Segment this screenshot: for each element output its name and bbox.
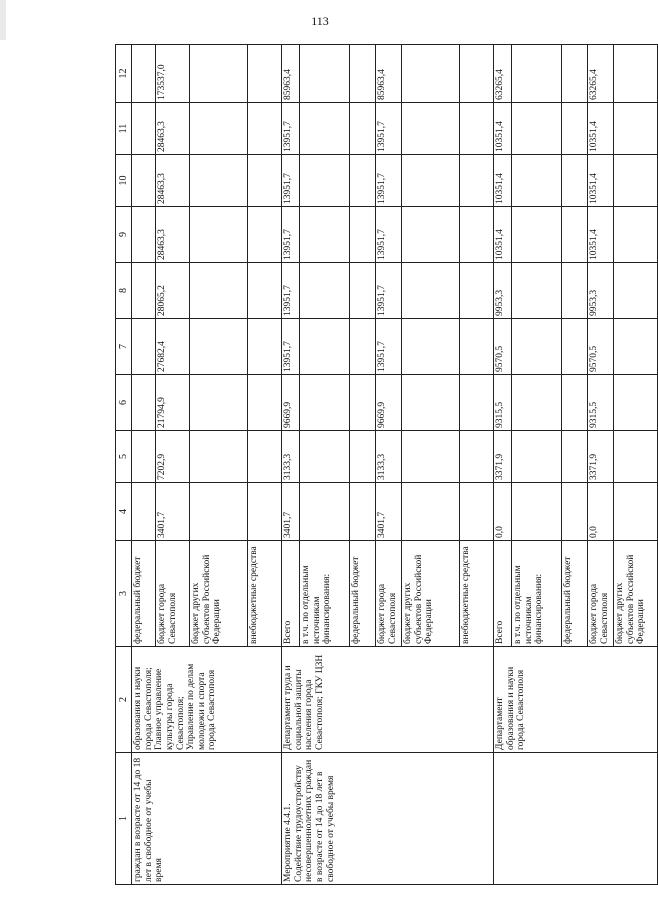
value-cell: 85963,4 [376,45,402,103]
value-cell: 7202,9 [156,431,190,483]
value-cell: 9669,9 [282,375,300,431]
header-cell: 5 [116,431,132,483]
value-cell: 28065,2 [156,263,190,319]
activity-cell: граждан в возрасте от 14 до 18 лет в свободное от учебы время [132,753,282,885]
value-cell [248,319,282,375]
value-cell: 63265,4 [494,45,512,103]
value-cell [460,263,494,319]
funding-source-cell: бюджет города Севастополя [588,541,614,647]
header-cell: 12 [116,45,132,103]
value-cell [300,483,350,541]
scan-edge-mark [0,0,6,40]
value-cell [614,319,658,375]
header-cell: 3 [116,541,132,647]
value-cell: 10351,4 [494,155,512,207]
value-cell [350,375,376,431]
value-cell [248,483,282,541]
header-cell: 8 [116,263,132,319]
value-cell: 13951,7 [376,155,402,207]
value-cell [562,319,588,375]
funding-source-cell: в т.ч. по отдельным источникам финансирования: [300,541,350,647]
value-cell [512,375,562,431]
value-cell [460,45,494,103]
value-cell [562,375,588,431]
value-cell [190,319,248,375]
value-cell: 10351,4 [588,207,614,263]
executor-cell: Департамент труда и социальной защиты населения города Севастополя; ГКУ ЦЗН [282,647,494,753]
budget-table [115,44,658,885]
value-cell [350,431,376,483]
value-cell [190,375,248,431]
executor-cell: образования и науки города Севастополя; Главное управление культуры города Севастополя; Управление по делам молодежи и спорта города Севастополя [132,647,282,753]
header-cell: 2 [116,647,132,753]
value-cell [132,263,156,319]
header-row [116,45,132,885]
funding-source-cell: внебюджетные средства [248,541,282,647]
header-cell: 9 [116,207,132,263]
value-cell [190,207,248,263]
value-cell: 9315,5 [494,375,512,431]
value-cell: 85963,4 [282,45,300,103]
value-cell [190,155,248,207]
value-cell: 28463,3 [156,155,190,207]
value-cell [300,431,350,483]
value-cell: 21794,9 [156,375,190,431]
table-row [132,45,156,885]
value-cell: 0,0 [588,483,614,541]
value-cell [132,375,156,431]
value-cell [248,103,282,155]
value-cell [460,319,494,375]
value-cell: 13951,7 [376,263,402,319]
value-cell: 13951,7 [282,263,300,319]
value-cell: 13951,7 [376,207,402,263]
value-cell [248,155,282,207]
value-cell: 10351,4 [588,103,614,155]
value-cell [614,103,658,155]
value-cell: 9570,5 [494,319,512,375]
value-cell: 13951,7 [282,155,300,207]
funding-source-cell: в т.ч. по отдельным источникам финансирования: [512,541,562,647]
value-cell [512,45,562,103]
value-cell: 28463,3 [156,207,190,263]
value-cell: 63265,4 [588,45,614,103]
value-cell [614,45,658,103]
value-cell [248,263,282,319]
value-cell: 3401,7 [156,483,190,541]
value-cell: 9315,5 [588,375,614,431]
value-cell: 9953,3 [494,263,512,319]
funding-source-cell: бюджет города Севастополя [376,541,402,647]
value-cell [300,319,350,375]
value-cell [350,155,376,207]
value-cell [132,319,156,375]
value-cell [512,319,562,375]
value-cell [248,375,282,431]
value-cell [614,375,658,431]
value-cell: 173537,0 [156,45,190,103]
value-cell [562,263,588,319]
value-cell [512,263,562,319]
value-cell [350,45,376,103]
value-cell [300,375,350,431]
funding-source-cell: Всего [282,541,300,647]
value-cell [402,483,460,541]
value-cell [248,207,282,263]
value-cell [402,263,460,319]
value-cell: 27682,4 [156,319,190,375]
value-cell [460,375,494,431]
value-cell [460,103,494,155]
value-cell [132,483,156,541]
value-cell: 9953,3 [588,263,614,319]
funding-source-cell: Всего [494,541,512,647]
value-cell [402,207,460,263]
value-cell [562,45,588,103]
value-cell [132,45,156,103]
value-cell [614,483,658,541]
value-cell [460,431,494,483]
value-cell: 3371,9 [494,431,512,483]
value-cell [350,207,376,263]
value-cell: 3133,3 [376,431,402,483]
value-cell [300,103,350,155]
value-cell [460,483,494,541]
funding-source-cell: бюджет других субъектов Российской Федерации [402,541,460,647]
funding-source-cell: бюджет других субъектов Российской Федерации [614,541,658,647]
funding-source-cell: федеральный бюджет [350,541,376,647]
value-cell [512,103,562,155]
value-cell [614,155,658,207]
value-cell: 9570,5 [588,319,614,375]
value-cell [562,483,588,541]
value-cell: 3401,7 [282,483,300,541]
value-cell [132,155,156,207]
value-cell: 3133,3 [282,431,300,483]
value-cell: 28463,3 [156,103,190,155]
value-cell: 10351,4 [588,155,614,207]
value-cell [300,45,350,103]
value-cell [614,263,658,319]
value-cell [248,431,282,483]
value-cell [350,263,376,319]
value-cell [300,263,350,319]
table-row [494,45,512,885]
funding-source-cell: федеральный бюджет [562,541,588,647]
value-cell [402,319,460,375]
value-cell [402,375,460,431]
page-number: 113 [311,14,329,28]
value-cell [350,103,376,155]
value-cell [512,155,562,207]
value-cell [190,483,248,541]
value-cell [460,155,494,207]
value-cell [300,155,350,207]
value-cell [460,207,494,263]
value-cell [614,431,658,483]
value-cell: 10351,4 [494,207,512,263]
value-cell [402,431,460,483]
value-cell [562,155,588,207]
rotated-table-container [115,45,647,885]
value-cell [562,207,588,263]
funding-source-cell: внебюджетные средства [460,541,494,647]
value-cell: 3401,7 [376,483,402,541]
header-cell: 7 [116,319,132,375]
header-cell: 6 [116,375,132,431]
value-cell [562,103,588,155]
value-cell [300,207,350,263]
value-cell [512,207,562,263]
table-row [282,45,300,885]
value-cell [248,45,282,103]
funding-source-cell: бюджет других субъектов Российской Федерации [190,541,248,647]
header-cell: 1 [116,753,132,885]
value-cell [512,483,562,541]
activity-cell [494,753,658,885]
value-cell [350,319,376,375]
value-cell: 3371,9 [588,431,614,483]
value-cell: 0,0 [494,483,512,541]
value-cell [132,431,156,483]
value-cell: 13951,7 [282,207,300,263]
value-cell [190,263,248,319]
value-cell: 13951,7 [376,319,402,375]
value-cell: 13951,7 [282,103,300,155]
value-cell [190,103,248,155]
value-cell: 13951,7 [376,103,402,155]
value-cell [614,207,658,263]
value-cell [402,103,460,155]
value-cell: 13951,7 [282,319,300,375]
executor-cell: Департамент образования и науки города Севастополя [494,647,658,753]
header-cell: 4 [116,483,132,541]
value-cell [402,45,460,103]
value-cell [512,431,562,483]
header-cell: 10 [116,155,132,207]
value-cell [402,155,460,207]
funding-source-cell: бюджет города Севастополя [156,541,190,647]
funding-source-cell: федеральный бюджет [132,541,156,647]
value-cell [190,431,248,483]
activity-cell: Мероприятие 4.4.1. Содействие трудоустройству несовершеннолетних граждан в возрасте от 14 до 18 лет в свободное от учебы время [282,753,494,885]
value-cell [132,207,156,263]
header-cell: 11 [116,103,132,155]
value-cell [132,103,156,155]
value-cell [562,431,588,483]
value-cell: 10351,4 [494,103,512,155]
value-cell [350,483,376,541]
value-cell [190,45,248,103]
value-cell: 9669,9 [376,375,402,431]
